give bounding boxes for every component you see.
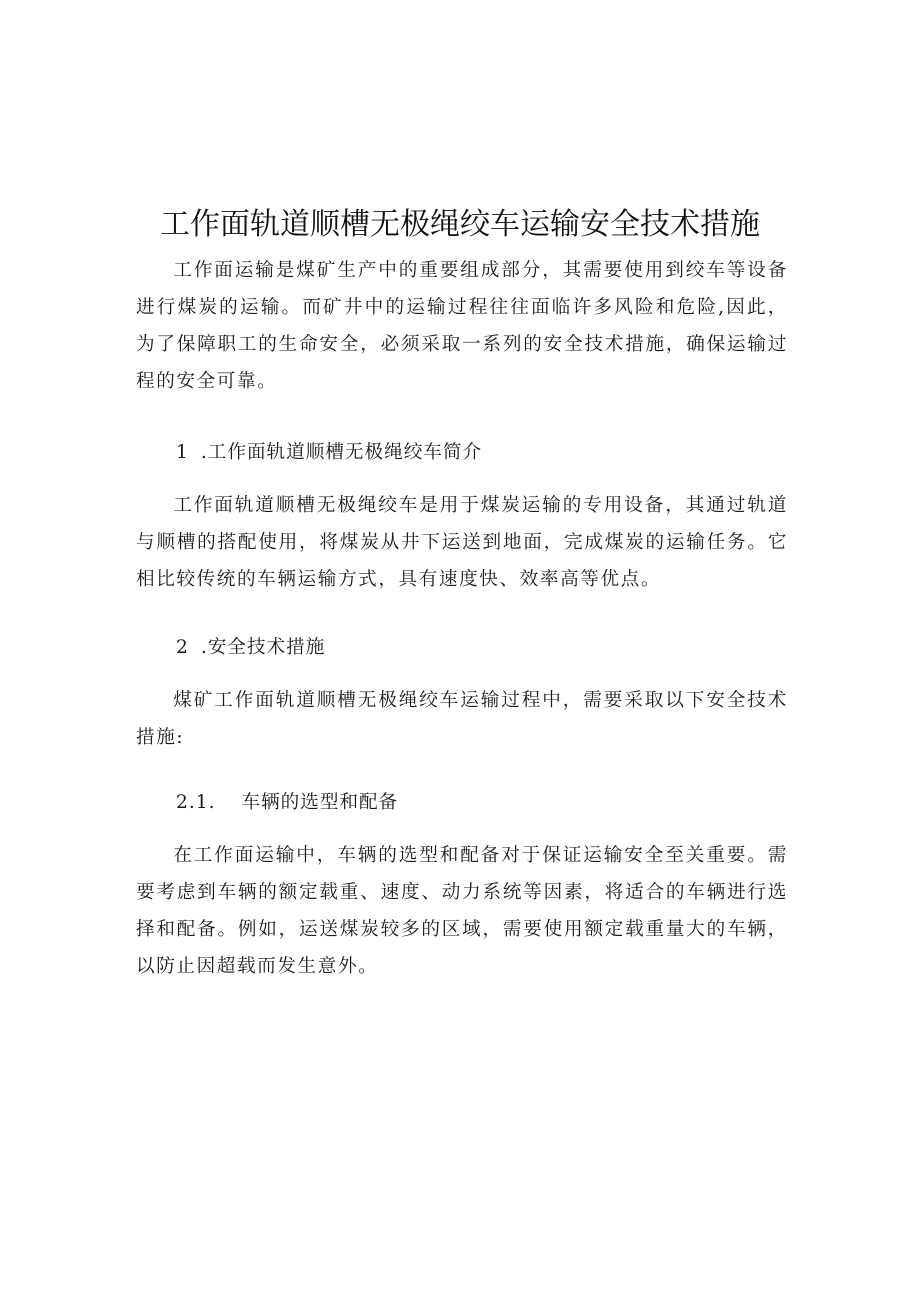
document-title: 工作面轨道顺槽无极绳绞车运输安全技术措施 — [160, 207, 760, 242]
subsection-2-1-heading — [176, 784, 398, 821]
section-1-title: .工作面轨道顺槽无极绳绞车简介 — [200, 442, 483, 463]
section-1-number: 1 — [176, 442, 189, 463]
intro-paragraph: 工作面运输是煤矿生产中的重要组成部分，其需要使用到绞车等设备进行煤炭的运输。而矿井中的运输过程往往面临许多风险和危险,因此，为了保障职工的生命安全，必须采取一系列的安全技术措施，确保运输过程的安全可靠。 — [136, 260, 788, 392]
section-2-number: 2 — [176, 637, 189, 658]
section-2-paragraph: 煤矿工作面轨道顺槽无极绳绞车运输过程中，需要采取以下安全技术措施: — [136, 690, 788, 748]
section-2-title: .安全技术措施 — [200, 637, 326, 658]
section-2-heading — [176, 629, 325, 666]
subsection-2-1-number: 2.1. — [176, 792, 216, 813]
subsection-2-1-paragraph: 在工作面运输中，车辆的选型和配备对于保证运输安全至关重要。需要考虑到车辆的额定载重、速度、动力系统等因素，将适合的车辆进行选择和配备。例如，运送煤炭较多的区域，需要使用额定载重量大的车辆，以防止因超载而发生意外。 — [136, 845, 788, 977]
section-1-heading — [176, 434, 482, 471]
section-1-paragraph: 工作面轨道顺槽无极绳绞车是用于煤炭运输的专用设备，其通过轨道与顺槽的搭配使用，将煤炭从井下运送到地面，完成煤炭的运输任务。它相比较传统的车辆运输方式，具有速度快、效率高等优点。 — [136, 495, 788, 590]
subsection-2-1-title: 车辆的选型和配备 — [241, 792, 399, 813]
